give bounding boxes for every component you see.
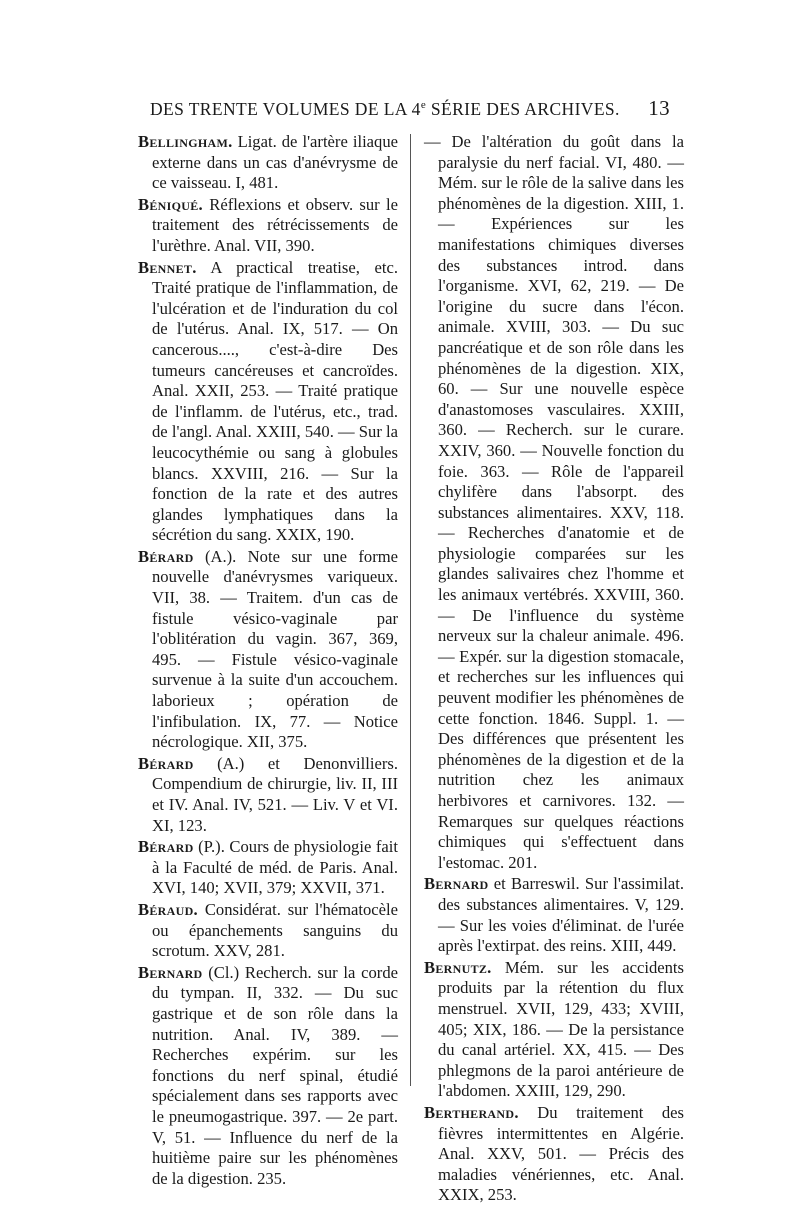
running-header — [150, 96, 670, 121]
author-name: Bennet. — [138, 257, 197, 277]
index-entry: Bertherand. Du traitement des fièvres intermittentes en Algérie. Anal. XXV, 501. — Précis des maladies vénériennes, etc. Anal. XXIX, 253. — [424, 1102, 684, 1205]
index-entry: Bérard (A.). Note sur une forme nouvelle d'anévrysmes variqueux. VII, 38. — Traitem. d'un cas de fistule vésico-vaginale par l'oblitération du vagin. 367, 369, 495. — Fistule vésico-vaginale survenue à la suite d'un accouchem. laborieux ; opération de l'infibulation. IX, 77. — Notice nécrologique. XII, 375. — [138, 546, 398, 752]
index-entry: Bellingham. Ligat. de l'artère iliaque externe dans un cas d'anévrysme de ce vaisseau. I, 481. — [138, 132, 398, 193]
index-entry: Bernard et Barreswil. Sur l'assimilat. des substances alimentaires. V, 129. — Sur les voies d'éliminat. de l'urée après l'extirpat. des reins. XIII, 449. — [424, 874, 684, 956]
index-entry: Bernutz. Mém. sur les accidents produits par la rétention du flux menstruel. XVII, 129, 433; XVIII, 405; XIX, 186. — De la persistance du canal artériel. XX, 415. — Des phlegmons de la paroi antérieure de l'abdomen. XXIII, 129, 290. — [424, 957, 684, 1101]
author-name: Bertherand. — [424, 1102, 519, 1122]
author-name: Béraud. — [138, 899, 198, 919]
author-name: Bernard — [424, 874, 489, 894]
index-entry: Bennet. A practical treatise, etc. Traité pratique de l'inflammation, de l'ulcération et de l'induration du col de l'utérus. Anal. IX, 517. — On cancerous...., c'est-à-dire Des tumeurs cancéreuses et cancroïdes. Anal. XXII, 253. — Traité pratique de l'inflamm. de l'utérus, etc., trad. de l'angl. Anal. XXIII, 540. — Sur la leucocythémie ou sang à globules blancs. XXVIII, 216. — Sur la fonction de la rate et des autres glandes lymphatiques dans la sécrétion du sang. XXIX, 190. — [138, 257, 398, 545]
index-entry: Bérard (P.). Cours de physiologie fait à la Faculté de méd. de Paris. Anal. XVI, 140; XVII, 379; XXVII, 371. — [138, 837, 398, 898]
author-name: Bérard — [138, 546, 194, 566]
header-title: DES TRENTE VOLUMES DE LA 4e SÉRIE DES ARCHIVES. — [150, 99, 620, 119]
author-name: Bérard — [138, 837, 194, 857]
index-entry: Bernard (Cl.) Recherch. sur la corde du tympan. II, 332. — Du suc gastrique et de son rôle dans la nutrition. Anal. IV, 389. — Recherches expérim. sur les fonctions du nerf spinal, étudié spécialement dans ses rapports avec le pneumogastrique. 397. — 2e part. V, 51. — Influence du nerf de la huitième paire sur les phénomènes de la digestion. 235. — [138, 962, 398, 1188]
author-name: Bernutz. — [424, 957, 492, 977]
index-entry: Béniqué. Réflexions et observ. sur le traitement des rétrécissements de l'urèthre. Anal. VII, 390. — [138, 194, 398, 255]
index-entry: — De l'altération du goût dans la paralysie du nerf facial. VI, 480. — Mém. sur le rôle de la salive dans les phénomènes de la digestion. XIII, 1. — Expériences sur les manifestations chimiques diverses des substances introd. dans l'organisme. XVI, 62, 219. — De l'origine du sucre dans l'écon. animale. XVIII, 303. — Du suc pancréatique et de son rôle dans les phénomènes de la digestion. XIX, 60. — Sur une nouvelle espèce d'anastomoses vasculaires. XXIII, 360. — Recherch. sur le curare. XXIV, 360. — Nouvelle fonction du foie. 363. — Rôle de l'appareil chylifère dans l'absorpt. des substances alimentaires. XXV, 118. — Recherches d'anatomie et de physiologie comparées sur les glandes salivaires chez l'homme et les animaux vertébrés. XXVIII, 360. — De l'influence du système nerveux sur la chaleur animale. 496. — Expér. sur la digestion stomacale, et recherches sur les influences qui peuvent modifier les phénomènes de cette fonction. 1846. Suppl. 1. — Des différences que présentent les phénomènes de la digestion et de la nutrition chez les animaux herbivores et carnivores. 132. — Remarques sur quelques réactions chimiques qui s'effectuent dans l'estomac. 201. — [424, 132, 684, 872]
author-name: Bernard — [138, 962, 203, 982]
author-name: Bellingham. — [138, 132, 233, 151]
page-number: 13 — [648, 96, 670, 120]
column-divider — [410, 134, 411, 1086]
index-entry: Bérard (A.) et Denonvilliers. Compendium de chirurgie, liv. II, III et IV. Anal. IV, 521. — Liv. V et VI. XI, 123. — [138, 753, 398, 835]
left-column — [138, 132, 398, 1190]
right-column — [424, 132, 684, 1207]
author-name: Béniqué. — [138, 194, 203, 214]
index-entry: Béraud. Considérat. sur l'hématocèle ou épanchements sanguins du scrotum. XXV, 281. — [138, 899, 398, 961]
author-name: Bérard — [138, 753, 194, 773]
